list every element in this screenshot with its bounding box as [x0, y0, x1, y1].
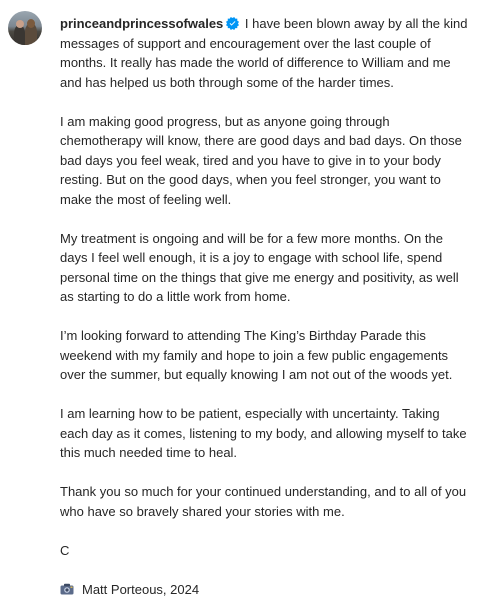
- avatar-head-left: [16, 20, 24, 28]
- caption-paragraph-5: I am learning how to be patient, especially with uncertainty. Taking each day as it comes, listening to my body, and allowing myself to take this much needed time to heal.: [60, 406, 467, 460]
- caption-paragraph-2: I am making good progress, but as anyone going through chemotherapy will know, there are good days and bad days. On those bad days you feel weak, tired and you have to give in to your body resting. But on the good days, when you feel stronger, you want to make the most of feeling well.: [60, 113, 462, 207]
- photo-credit: [60, 580, 470, 600]
- avatar[interactable]: [8, 11, 42, 45]
- caption-paragraph-6: Thank you so much for your continued understanding, and to all of you who have so bravely shared your stories with me.: [60, 484, 467, 519]
- caption-paragraph-3: My treatment is ongoing and will be for a few more months. On the days I feel well enough, it is a joy to engage with school life, spend personal time on the things that give me energy and positivity, as well as starting to do a little work from home.: [60, 230, 459, 304]
- verified-badge-icon: [226, 17, 239, 30]
- caption-paragraph-4: I’m looking forward to attending The King’s Birthday Parade this weekend with my family and hope to join a few public engagements over the summer, but equally knowing I am not out of the woods yet.: [60, 328, 453, 382]
- username-link[interactable]: princeandprincessofwales: [60, 16, 224, 31]
- caption-paragraph-1: [60, 14, 470, 92]
- signoff: C: [60, 542, 70, 558]
- camera-icon: [60, 583, 74, 595]
- caption-paragraph-1-text: I have been blown away by all the kind messages of support and encouragement over the last couple of months. It really has made the world of difference to William and me and has helped us both through some of the harder times.: [60, 16, 468, 90]
- avatar-head-right: [27, 19, 35, 28]
- photo-credit-text: Matt Porteous, 2024: [82, 581, 200, 597]
- caption-body: [60, 14, 470, 599]
- avatar-figure-left: [14, 25, 25, 45]
